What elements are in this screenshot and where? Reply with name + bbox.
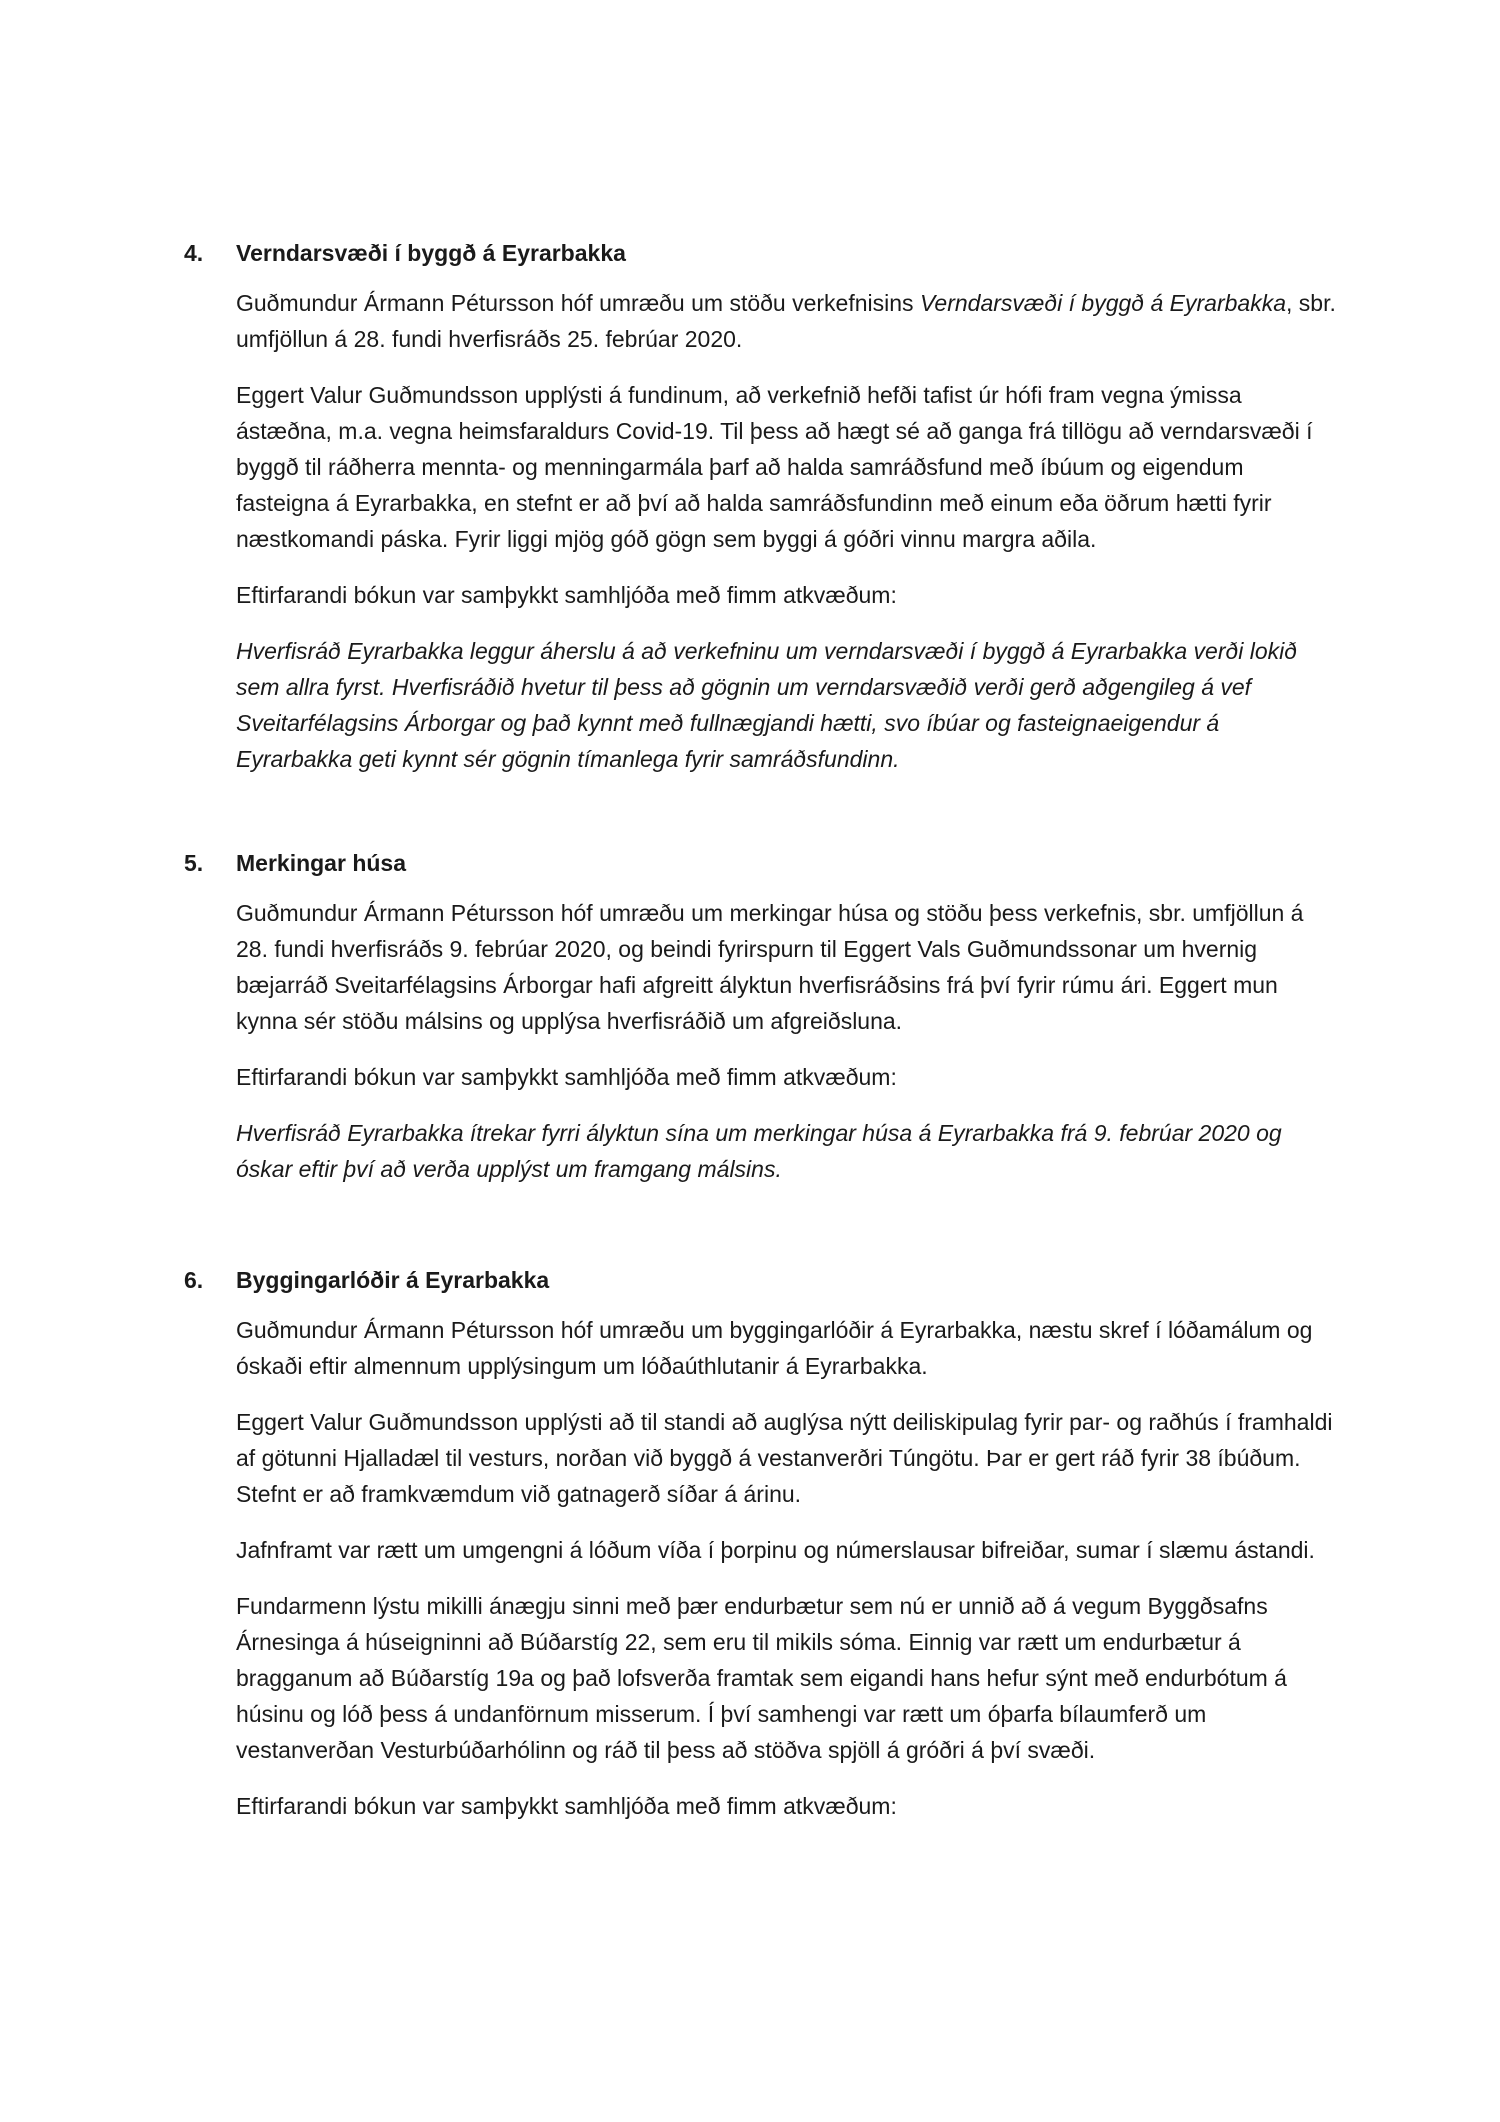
agenda-item-body [236,895,1336,1187]
agenda-item-number: 6. [184,1267,204,1293]
agenda-item-5 [184,843,1334,1207]
agenda-item-heading [184,233,1334,273]
agenda-item-heading [184,843,1334,883]
paragraph: Fundarmenn lýstu mikilli ánægju sinni með þær endurbætur sem nú er unnið að á vegum Byggðsafns Árnesinga á húseigninni að Búðarstíg 22, sem eru til mikils sóma. Einnig var rætt um endurbætur á bragganum að Búðarstíg 19a og það lofsverða framtak sem eigandi hans hefur sýnt með endurbótum á húsinu og lóð þess á undanförnum misserum. Í því samhengi var rætt um óþarfa bílaumferð um vestanverðan Vesturbúðarhólinn og ráð til þess að stöðva spjöll á gróðri á því svæði. [236,1593,1287,1763]
paragraph: Guðmundur Ármann Pétursson hóf umræðu um byggingarlóðir á Eyrarbakka, næstu skref í lóðamálum og óskaði eftir almennum upplýsingum um lóðaúthlutanir á Eyrarbakka. [236,1317,1313,1379]
agenda-item-body [236,285,1336,777]
agenda-item-number: 5. [184,850,204,876]
paragraph-text: , sbr. umfjöllun á 28. fundi hverfisráðs 25. febrúar 2020. [236,290,1336,352]
resolution-intro: Eftirfarandi bókun var samþykkt samhljóða með fimm atkvæðum: [236,582,897,608]
agenda-item-title: Merkingar húsa [236,850,406,876]
paragraph: Eggert Valur Guðmundsson upplýsti á fundinum, að verkefnið hefði tafist úr hófi fram vegna ýmissa ástæðna, m.a. vegna heimsfaraldurs Covid-19. Til þess að hægt sé að ganga frá tillögu að verndarsvæði í byggð til ráðherra mennta- og menningarmála þarf að halda samráðsfund með íbúum og eigendum fasteigna á Eyrarbakka, en stefnt er að því að halda samráðsfundinn með einum eða öðrum hætti fyrir næstkomandi páska. Fyrir liggi mjög góð gögn sem byggi á góðri vinnu margra aðila. [236,382,1313,552]
agenda-item-number: 4. [184,240,204,266]
paragraph: Guðmundur Ármann Pétursson hóf umræðu um merkingar húsa og stöðu þess verkefnis, sbr. umfjöllun á 28. fundi hverfisráðs 9. febrúar 2020, og beindi fyrirspurn til Eggert Vals Guðmundssonar um hvernig bæjarráð Sveitarfélagsins Árborgar hafi afgreitt ályktun hverfisráðsins frá því fyrir rúmu ári. Eggert mun kynna sér stöðu málsins og upplýsa hverfisráðið um afgreiðsluna. [236,900,1304,1034]
resolution-intro: Eftirfarandi bókun var samþykkt samhljóða með fimm atkvæðum: [236,1793,897,1819]
agenda-item-heading [184,1260,1334,1300]
resolution-text: Hverfisráð Eyrarbakka leggur áherslu á að verkefninu um verndarsvæði í byggð á Eyrarbakka verði lokið sem allra fyrst. Hverfisráðið hvetur til þess að gögnin um verndarsvæðið verði gerð aðgengileg á vef Sveitarfélagsins Árborgar og það kynnt með fullnægjandi hætti, svo íbúar og fasteignaeigendur á Eyrarbakka geti kynnt sér gögnin tímanlega fyrir samráðsfundinn. [236,638,1298,772]
paragraph: Jafnframt var rætt um umgengni á lóðum víða í þorpinu og númerslausar bifreiðar, sumar í slæmu ástandi. [236,1537,1315,1563]
agenda-item-6 [184,1260,1334,1844]
resolution-intro: Eftirfarandi bókun var samþykkt samhljóða með fimm atkvæðum: [236,1064,897,1090]
agenda-item-4 [184,233,1334,797]
resolution-text: Hverfisráð Eyrarbakka ítrekar fyrri ályktun sína um merkingar húsa á Eyrarbakka frá 9. febrúar 2020 og óskar eftir því að verða upplýst um framgang málsins. [236,1120,1282,1182]
paragraph-text: Guðmundur Ármann Pétursson hóf umræðu um stöðu verkefnisins [236,290,920,316]
paragraph: Eggert Valur Guðmundsson upplýsti að til standi að auglýsa nýtt deiliskipulag fyrir par- og raðhús í framhaldi af götunni Hjalladæl til vesturs, norðan við byggð á vestanverðri Túngötu. Þar er gert ráð fyrir 38 íbúðum. Stefnt er að framkvæmdum við gatnagerð síðar á árinu. [236,1409,1333,1507]
agenda-item-body [236,1312,1336,1824]
agenda-item-title: Byggingarlóðir á Eyrarbakka [236,1267,550,1293]
agenda-item-title: Verndarsvæði í byggð á Eyrarbakka [236,240,626,266]
paragraph [236,285,1336,357]
project-name: Verndarsvæði í byggð á Eyrarbakka [919,290,1286,316]
